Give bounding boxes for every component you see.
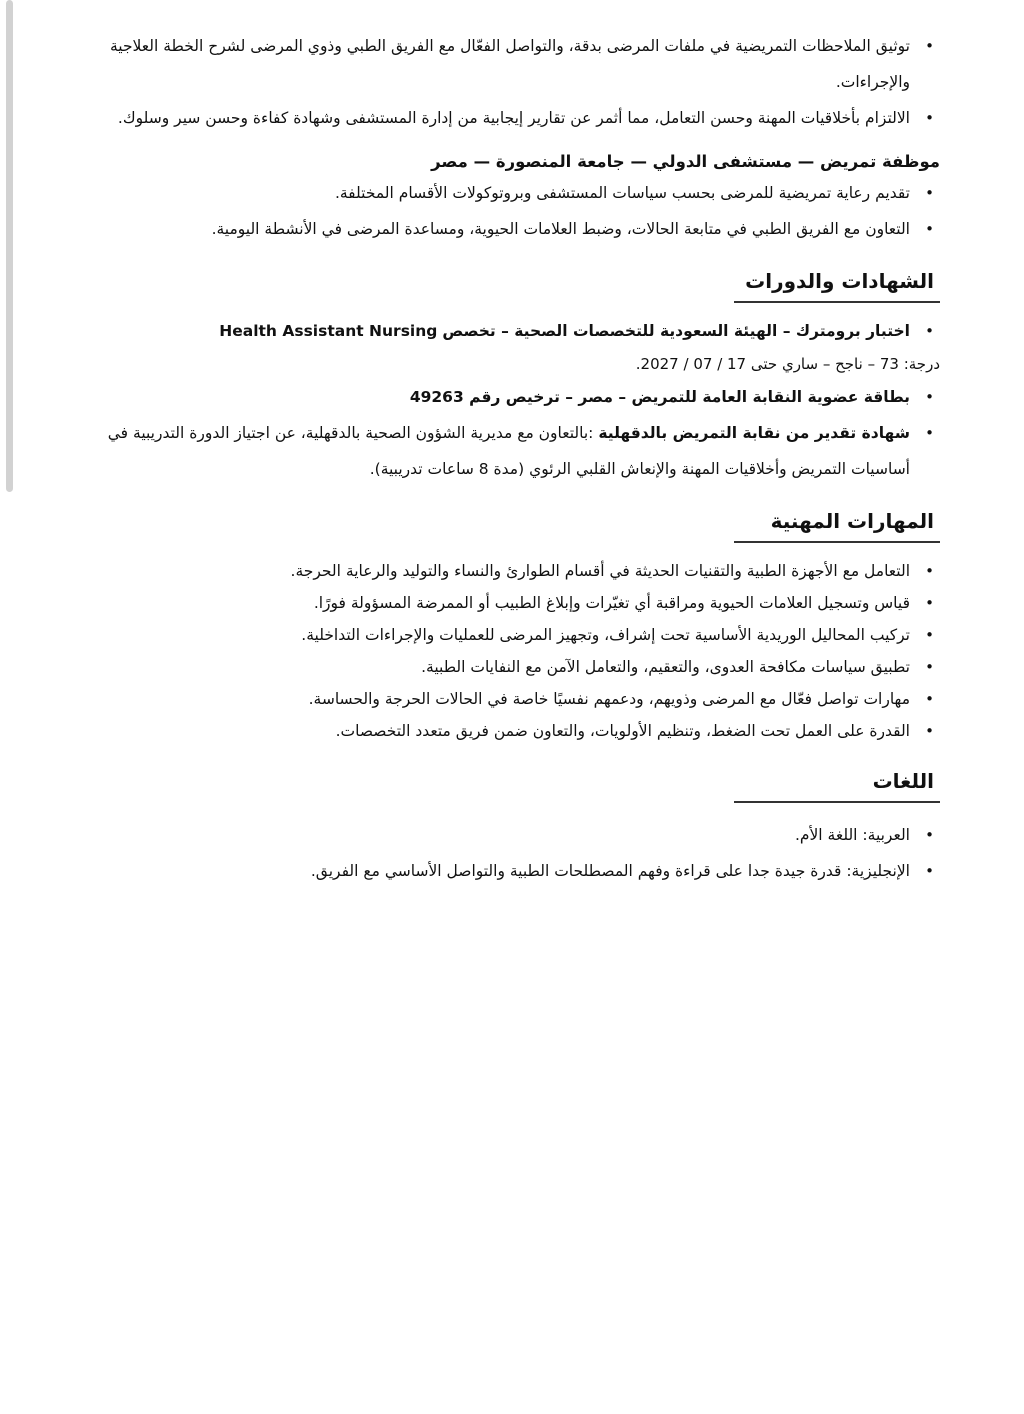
bullet-icon: • <box>925 658 934 676</box>
skills-heading: المهارات المهنية <box>734 509 940 543</box>
languages-heading: اللغات <box>734 769 940 803</box>
list-item: • مهارات تواصل فعّال مع المرضى وذويهم، ودعمهم نفسيًا خاصة في الحالات الحرجة والحساسة. <box>60 683 940 715</box>
bullet-icon: • <box>925 690 934 708</box>
list-item: • التعاون مع الفريق الطبي في متابعة الحالات، وضبط العلامات الحيوية، ومساعدة المرضى في الأنشطة اليومية. <box>60 211 940 247</box>
bullet-icon: • <box>925 388 934 406</box>
certificates-list <box>60 313 940 487</box>
list-item: • العربية: اللغة الأم. <box>60 817 940 853</box>
first-job-list <box>60 28 940 136</box>
bullet-icon: • <box>925 220 934 238</box>
bullet-icon: • <box>925 109 934 127</box>
bullet-icon: • <box>925 594 934 612</box>
resume-page <box>60 28 940 889</box>
list-item: • القدرة على العمل تحت الضغط، وتنظيم الأولويات، والتعاون ضمن فريق متعدد التخصصات. <box>60 715 940 747</box>
list-item: • بطاقة عضوية النقابة العامة للتمريض – مصر – ترخيص رقم 49263 <box>60 379 940 415</box>
list-item: • تطبيق سياسات مكافحة العدوى، والتعقيم، والتعامل الآمن مع النفايات الطبية. <box>60 651 940 683</box>
list-item: • تركيب المحاليل الوريدية الأساسية تحت إشراف، وتجهيز المرضى للعمليات والإجراءات التداخلية. <box>60 619 940 651</box>
bullet-icon: • <box>925 322 934 340</box>
scrollbar[interactable] <box>6 0 13 492</box>
bullet-icon: • <box>925 626 934 644</box>
list-item: • التعامل مع الأجهزة الطبية والتقنيات الحديثة في أقسام الطوارئ والنساء والتوليد والرعاية الحرجة. <box>60 555 940 587</box>
bullet-icon: • <box>925 184 934 202</box>
skills-list <box>60 555 940 747</box>
second-job-list <box>60 175 940 247</box>
bullet-icon: • <box>925 562 934 580</box>
certificates-heading: الشهادات والدورات <box>734 269 940 303</box>
bullet-icon: • <box>925 37 934 55</box>
languages-list <box>60 817 940 889</box>
bullet-icon: • <box>925 722 934 740</box>
list-item: • شهادة تقدير من نقابة التمريض بالدقهلية :بالتعاون مع مديرية الشؤون الصحية بالدقهلية، عن اجتياز الدورة التدريبية في أساسيات التمريض وأخلاقيات المهنة والإنعاش القلبي الرئوي (مدة 8 ساعات تدريبية). <box>60 415 940 487</box>
job-title: موظفة تمريض — مستشفى الدولي — جامعة المنصورة — مصر <box>431 152 940 171</box>
list-item: • الالتزام بأخلاقيات المهنة وحسن التعامل، مما أثمر عن تقارير إيجابية من إدارة المستشفى وشهادة كفاءة وحسن سير وسلوك. <box>60 100 940 136</box>
list-item: • الإنجليزية: قدرة جيدة جدا على قراءة وفهم المصطلحات الطبية والتواصل الأساسي مع الفريق. <box>60 853 940 889</box>
list-item: • توثيق الملاحظات التمريضية في ملفات المرضى بدقة، والتواصل الفعّال مع الفريق الطبي وذوي المرضى لشرح الخطة العلاجية والإجراءات. <box>60 28 940 100</box>
list-item: • اختبار برومترك – الهيئة السعودية للتخصصات الصحية – تخصص Health Assistant Nursing درجة: 73 – ناجح – ساري حتى 17 / 07 / 2027. <box>60 313 940 379</box>
list-item: • قياس وتسجيل العلامات الحيوية ومراقبة أي تغيّرات وإبلاغ الطبيب أو الممرضة المسؤولة فورًا. <box>60 587 940 619</box>
bullet-icon: • <box>925 826 934 844</box>
bullet-icon: • <box>925 862 934 880</box>
list-item: • تقديم رعاية تمريضية للمرضى بحسب سياسات المستشفى وبروتوكولات الأقسام المختلفة. <box>60 175 940 211</box>
bullet-icon: • <box>925 424 934 442</box>
